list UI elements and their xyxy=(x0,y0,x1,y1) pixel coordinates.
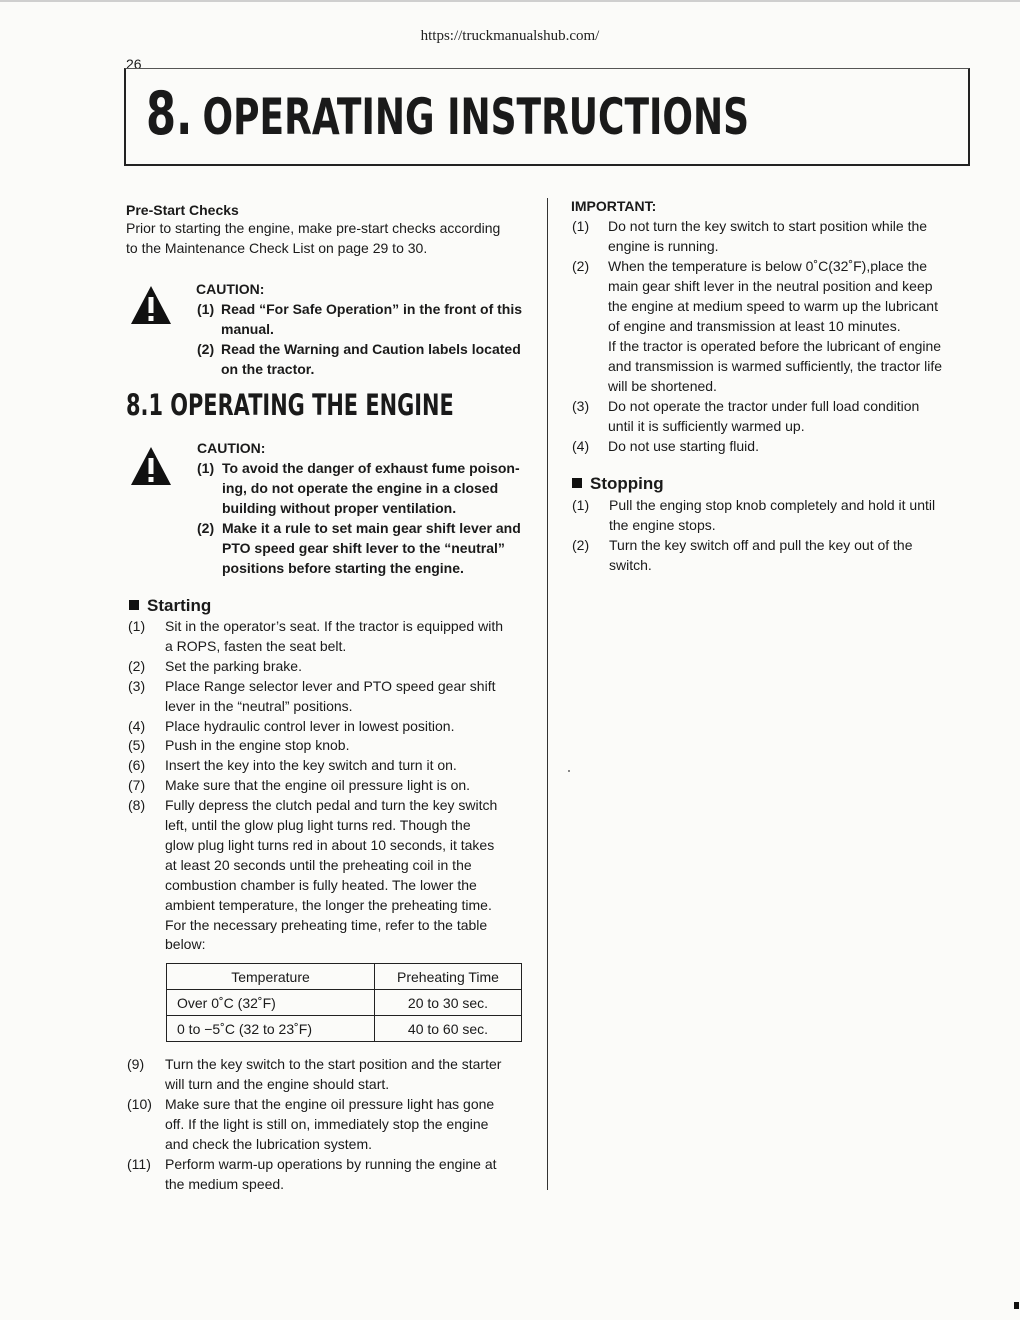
caution-1-item-2-line-2: on the tractor. xyxy=(221,361,315,377)
starting-step-num: (4) xyxy=(128,717,146,734)
starting-step-num: (9) xyxy=(127,1056,145,1072)
stopping-item-num: (2) xyxy=(572,537,590,553)
starting-step-line: Make sure that the engine oil pressure light is on. xyxy=(165,777,471,794)
important-item-num: (1) xyxy=(572,218,590,234)
important-item-line: If the tractor is operated before the lubricant of engine xyxy=(608,338,942,354)
table-cell: 0 to −5˚C (32 to 23˚F) xyxy=(167,1016,375,1042)
starting-step-line: Place hydraulic control lever in lowest position. xyxy=(165,717,455,734)
table-header-row xyxy=(167,964,522,990)
page-number: 26 xyxy=(126,56,142,72)
starting-title: Starting xyxy=(147,596,212,615)
prestart-line-1: Prior to starting the engine, make pre-start checks according xyxy=(126,220,501,236)
important-item-line: engine is running. xyxy=(608,238,719,254)
starting-step-line: left, until the glow plug light turns red. Though the xyxy=(165,817,471,833)
caution-1-item-1-line-1: Read “For Safe Operation” in the front of this xyxy=(221,301,523,317)
starting-step-line: the medium speed. xyxy=(165,1176,285,1192)
important-item-line: of engine and transmission at least 10 minutes. xyxy=(608,318,901,334)
caution-2-item-2-line-2: PTO speed gear shift lever to the “neutral” xyxy=(222,540,505,556)
chapter-number: 8. xyxy=(146,79,193,149)
important-item-num: (4) xyxy=(572,438,590,454)
starting-step-line: off. If the light is still on, immediately stop the engine xyxy=(165,1116,489,1132)
starting-step-line: Make sure that the engine oil pressure light has gone xyxy=(165,1096,495,1112)
caution-1-num-1: (1) xyxy=(197,301,215,317)
stopping-item-num: (1) xyxy=(572,497,590,513)
stopping-heading xyxy=(572,474,664,494)
important-item-line: Do not turn the key switch to start position while the xyxy=(608,218,928,234)
starting-step-num: (1) xyxy=(128,618,146,634)
starting-step-num: (10) xyxy=(127,1096,152,1112)
caution-2-item-1-line-1: To avoid the danger of exhaust fume poison- xyxy=(222,460,520,476)
scan-speck xyxy=(568,770,570,772)
starting-step-line: combustion chamber is fully heated. The lower the xyxy=(165,876,477,893)
caution-2-num-1: (1) xyxy=(197,460,215,476)
starting-step-line: Insert the key into the key switch and turn it on. xyxy=(165,757,457,774)
starting-step-line: ambient temperature, the longer the preheating time. xyxy=(165,896,492,913)
important-item-line: Do not operate the tractor under full load condition xyxy=(608,398,920,414)
column-divider xyxy=(547,198,548,1190)
starting-step-line: will turn and the engine should start. xyxy=(165,1076,390,1092)
starting-step-num: (3) xyxy=(128,677,146,694)
important-item-num: (3) xyxy=(572,398,590,414)
important-item-line: the engine at medium speed to warm up the lubricant xyxy=(608,298,938,314)
starting-heading xyxy=(129,596,211,616)
caution-2-item-1-line-3: building without proper ventilation. xyxy=(222,500,457,516)
caution-2-item-2-line-3: positions before starting the engine. xyxy=(222,560,464,576)
starting-step-num: (2) xyxy=(128,657,146,674)
starting-step-line: Push in the engine stop knob. xyxy=(165,737,350,754)
starting-step-line: and check the lubrication system. xyxy=(165,1136,372,1152)
important-item-line: Do not use starting fluid. xyxy=(608,438,759,454)
important-item-line: main gear shift lever in the neutral position and keep xyxy=(608,278,933,294)
chapter-title-text: OPERATING INSTRUCTIONS xyxy=(202,88,750,146)
starting-step-num: (5) xyxy=(128,737,146,754)
starting-step-num: (7) xyxy=(128,777,146,794)
table-row xyxy=(167,990,522,1016)
starting-step-line: below: xyxy=(165,936,206,953)
prestart-title: Pre-Start Checks xyxy=(126,202,239,218)
starting-step-line: Sit in the operator’s seat. If the tractor is equipped with xyxy=(165,618,504,634)
table-cell: Over 0˚C (32˚F) xyxy=(167,990,375,1016)
prestart-line-2: to the Maintenance Check List on page 29 to 30. xyxy=(126,240,428,256)
important-item-line: until it is sufficiently warmed up. xyxy=(608,418,805,434)
stopping-item-line: the engine stops. xyxy=(609,517,716,533)
stopping-item-line: Turn the key switch off and pull the key out of the xyxy=(609,537,913,553)
square-bullet-icon xyxy=(572,478,582,488)
starting-step-line: lever in the “neutral” positions. xyxy=(165,697,353,714)
chapter-title xyxy=(146,79,750,149)
table-header-temperature: Temperature xyxy=(167,964,375,990)
starting-step-num: (8) xyxy=(128,797,146,814)
starting-step-num: (6) xyxy=(128,757,146,774)
starting-step-line: Perform warm-up operations by running the engine at xyxy=(165,1156,497,1172)
square-bullet-icon xyxy=(129,600,139,610)
caution-1-item-1-line-2: manual. xyxy=(221,321,274,337)
important-title: IMPORTANT: xyxy=(571,198,657,214)
caution-2-item-1-line-2: ing, do not operate the engine in a closed xyxy=(222,480,499,496)
important-item-num: (2) xyxy=(572,258,590,274)
table-cell: 40 to 60 sec. xyxy=(375,1016,522,1042)
starting-step-line: Place Range selector lever and PTO speed gear shift xyxy=(165,677,496,694)
stopping-title: Stopping xyxy=(590,474,664,493)
caution-2-title: CAUTION: xyxy=(197,440,266,456)
caution-1-item-2-line-1: Read the Warning and Caution labels located xyxy=(221,341,521,357)
important-item-line: will be shortened. xyxy=(608,378,717,394)
source-url[interactable]: https://truckmanualshub.com/ xyxy=(420,28,600,44)
starting-step-num: (11) xyxy=(127,1156,151,1172)
top-edge-line xyxy=(0,0,1020,2)
table-row xyxy=(167,1016,522,1042)
caution-2-item-2-line-1: Make it a rule to set main gear shift lever and xyxy=(222,520,521,536)
section-heading-8-1: 8.1 OPERATING THE ENGINE xyxy=(126,388,454,422)
starting-step-line: Fully depress the clutch pedal and turn the key switch xyxy=(165,797,498,814)
caution-2-num-2: (2) xyxy=(197,520,215,536)
stopping-item-line: Pull the enging stop knob completely and hold it until xyxy=(609,497,936,513)
important-item-line: When the temperature is below 0˚C(32˚F),place the xyxy=(608,258,928,274)
starting-step-line: Set the parking brake. xyxy=(165,657,302,674)
starting-step-line: at least 20 seconds until the preheating coil in the xyxy=(165,856,472,873)
caution-1-title: CAUTION: xyxy=(196,281,265,297)
starting-step-line: glow plug light turns red in about 10 seconds, it takes xyxy=(165,836,495,853)
starting-step-line: a ROPS, fasten the seat belt. xyxy=(165,637,347,654)
table-cell: 20 to 30 sec. xyxy=(375,990,522,1016)
starting-step-line: Turn the key switch to the start position and the starter xyxy=(165,1056,502,1072)
preheating-table xyxy=(166,963,522,1042)
table-header-preheating-time: Preheating Time xyxy=(375,964,522,990)
stopping-item-line: switch. xyxy=(609,557,652,573)
warning-triangle-icon xyxy=(129,445,173,487)
important-item-line: and transmission is warmed sufficiently, the tractor life xyxy=(608,358,943,374)
caution-1-num-2: (2) xyxy=(197,341,215,357)
starting-step-line: For the necessary preheating time, refer to the table xyxy=(165,916,488,933)
warning-triangle-icon xyxy=(129,284,173,326)
scan-edge-mark xyxy=(1014,1302,1019,1309)
